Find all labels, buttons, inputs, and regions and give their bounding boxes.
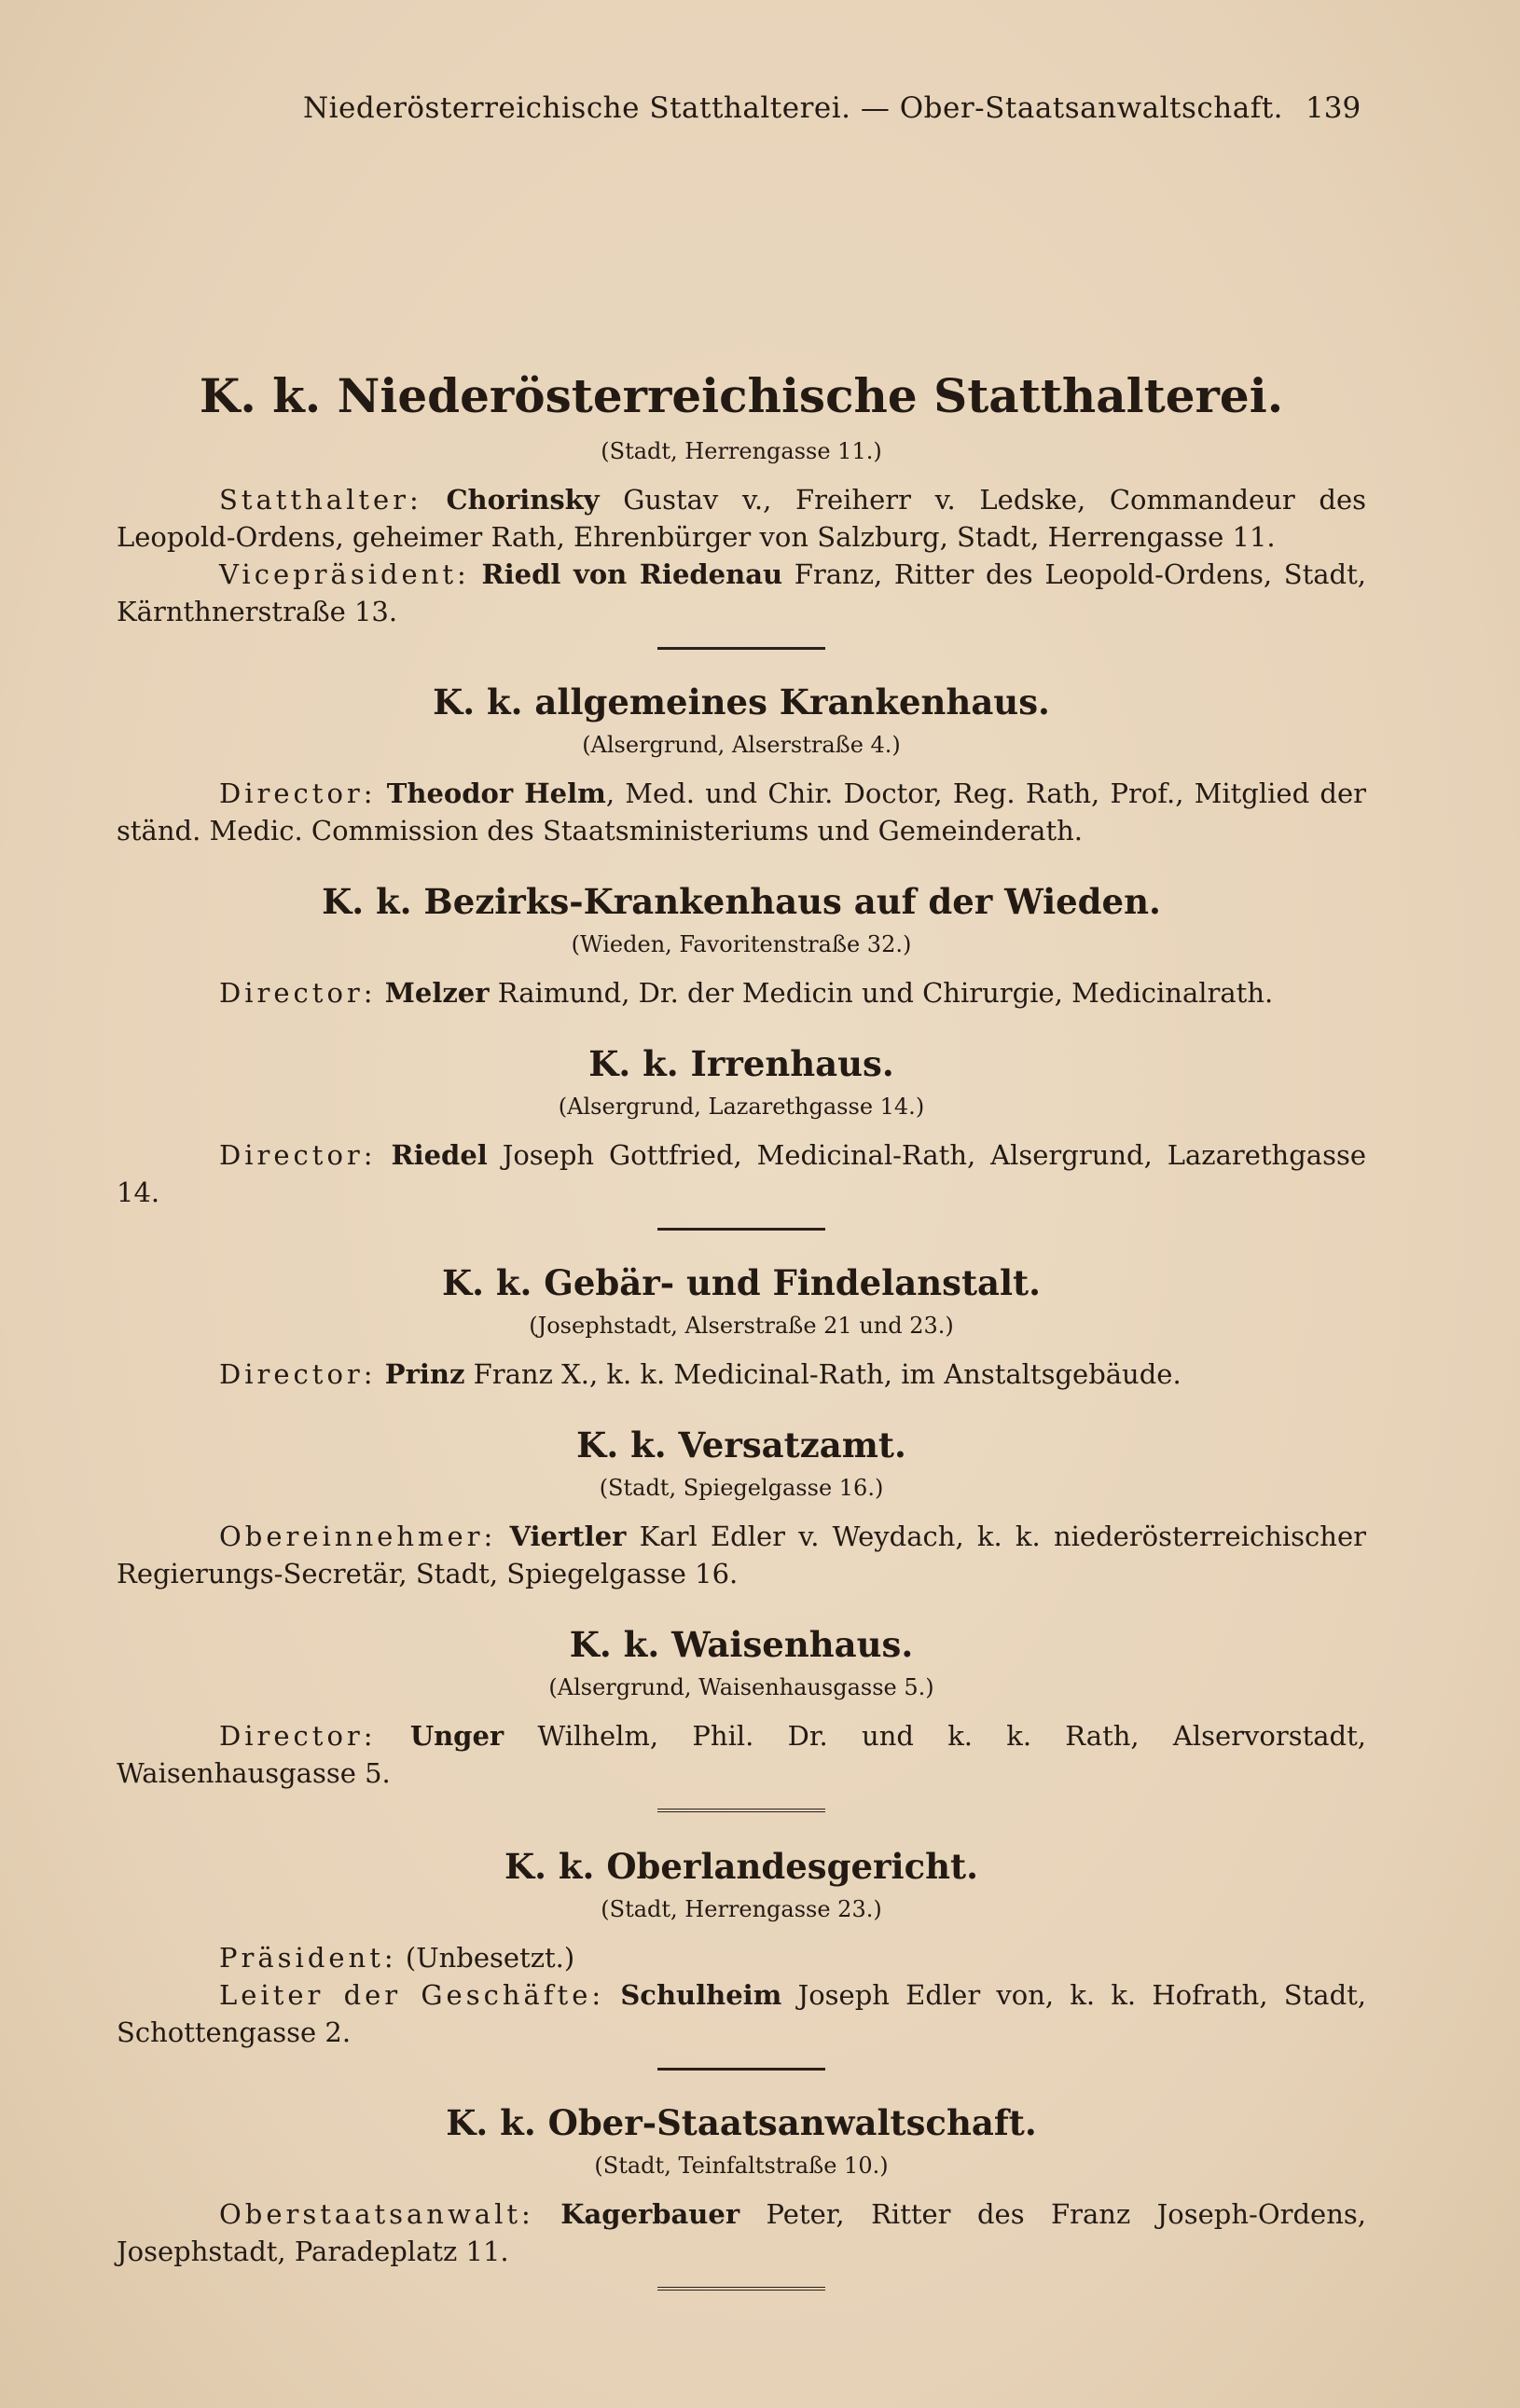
spacer [117, 1592, 1366, 1624]
entry-role: Oberstaatsanwalt: [219, 2198, 534, 2230]
entry-name: Schulheim [620, 1979, 782, 2011]
section-address: (Alsergrund, Alserstraße 4.) [582, 732, 901, 758]
section-statthalterei [117, 368, 1366, 650]
entry-name: Riedel [391, 1139, 488, 1171]
entry [117, 1717, 1366, 1792]
spacer [117, 1011, 1366, 1043]
entry [117, 1939, 1366, 1976]
section-divider [657, 1809, 825, 1814]
section-title: K. k. Bezirks-Krankenhaus auf der Wieden. [322, 881, 1161, 922]
entry-text: Franz X., k. k. Medicinal-Rath, im Anstaltsgebäude. [464, 1358, 1181, 1390]
section-versatzamt [117, 1424, 1366, 1624]
section-title: K. k. Waisenhaus. [569, 1624, 914, 1665]
entry-role: Director: [219, 1139, 377, 1171]
entry [117, 2195, 1366, 2270]
entry-role: Präsident: [219, 1942, 397, 1974]
entry-role: Vicepräsident: [219, 558, 470, 590]
section-title: K. k. Ober-Staatsanwaltschaft. [446, 2102, 1037, 2143]
entry-text: Joseph Edler von, k. k. Hofrath, Stadt, Schottengasse 2. [117, 1979, 1367, 2048]
entry [117, 481, 1366, 556]
entry-text: Karl Edler v. Weydach, k. k. niederösterreichischer Regierungs-Secretär, Stadt, Spiegelgasse 16. [117, 1520, 1367, 1589]
entry [117, 1136, 1366, 1211]
entry-text: Joseph Gottfried, Medicinal-Rath, Alsergrund, Lazarethgasse 14. [117, 1139, 1366, 1208]
section-address: (Alsergrund, Waisenhausgasse 5.) [548, 1674, 934, 1700]
section-address: (Josephstadt, Alserstraße 21 und 23.) [529, 1313, 954, 1339]
entry [117, 556, 1366, 630]
entry-name: Viertler [509, 1520, 627, 1552]
section-address: (Alsergrund, Lazarethgasse 14.) [558, 1094, 925, 1120]
section-title: K. k. Oberlandesgericht. [504, 1846, 978, 1887]
entry [117, 1355, 1366, 1393]
section-krankenhaus [117, 681, 1366, 881]
entry [117, 1976, 1366, 2051]
section-divider [657, 647, 825, 650]
entry-role: Statthalter: [219, 484, 422, 516]
entry-text: Franz, Ritter des Leopold-Ordens, Stadt, Kärnthnerstraße 13. [117, 558, 1366, 627]
entry-name: Unger [409, 1720, 504, 1752]
entry [117, 1518, 1366, 1592]
section-title: K. k. Versatzamt. [576, 1424, 906, 1465]
section-irrenhaus [117, 1043, 1366, 1231]
section-divider [657, 2287, 825, 2292]
section-ober-staatsanwaltschaft [117, 2102, 1366, 2292]
entry-text: Wilhelm, Phil. Dr. und k. k. Rath, Alservorstadt, Waisenhausgasse 5. [117, 1720, 1366, 1789]
section-title: K. k. Gebär- und Findelanstalt. [441, 1262, 1042, 1303]
section-divider [657, 1228, 825, 1231]
section-address: (Stadt, Herrengasse 23.) [601, 1896, 882, 1922]
entry-text: , Med. und Chir. Doctor, Reg. Rath, Prof., Mitglied der ständ. Medic. Commission des Staatsministeriums und Gemeinderath. [117, 777, 1366, 846]
section-address: (Stadt, Teinfaltstraße 10.) [594, 2153, 889, 2179]
spacer [117, 849, 1366, 881]
entry-role: Leiter der Geschäfte: [219, 1979, 605, 2011]
entry-name: Chorinsky [446, 484, 600, 516]
entry-role: Director: [219, 1720, 377, 1752]
entry-role: Director: [219, 1358, 377, 1390]
entry [117, 775, 1366, 849]
section-title: K. k. allgemeines Krankenhaus. [433, 681, 1050, 722]
entry-text: (Unbesetzt.) [396, 1942, 575, 1974]
page-body [117, 368, 1366, 2324]
entry-role: Obereinnehmer: [219, 1520, 497, 1552]
spacer [117, 1393, 1366, 1424]
entry-role: Director: [219, 777, 377, 809]
section-waisenhaus [117, 1624, 1366, 1814]
entry-name: Theodor Helm [386, 777, 606, 809]
entry-role: Director: [219, 977, 377, 1009]
entry [117, 974, 1366, 1011]
entry-name: Riedl von Riedenau [481, 558, 783, 590]
page-number: 139 [1306, 91, 1361, 125]
section-bezirks-krankenhaus [117, 881, 1366, 1043]
section-title: K. k. Niederösterreichische Statthalterei. [199, 368, 1284, 423]
section-title: K. k. Irrenhaus. [588, 1043, 894, 1084]
entry-name: Melzer [384, 977, 490, 1009]
section-address: (Wieden, Favoritenstraße 32.) [571, 931, 912, 957]
running-head: Niederösterreichische Statthalterei. — Ober-Staatsanwaltschaft. [303, 91, 1284, 125]
section-divider [657, 2068, 825, 2071]
entry-text: Gustav v., Freiherr v. Ledske, Commandeur des Leopold-Ordens, geheimer Rath, Ehrenbürger von Salzburg, Stadt, Herrengasse 11. [117, 484, 1366, 553]
entry-text: Peter, Ritter des Franz Joseph-Ordens, Josephstadt, Paradeplatz 11. [117, 2198, 1366, 2267]
section-address: (Stadt, Spiegelgasse 16.) [599, 1475, 884, 1501]
entry-text: Raimund, Dr. der Medicin und Chirurgie, Medicinalrath. [489, 977, 1274, 1009]
entry-name: Kagerbauer [560, 2198, 740, 2230]
section-findelanstalt [117, 1262, 1366, 1424]
entry-name: Prinz [384, 1358, 465, 1390]
section-address: (Stadt, Herrengasse 11.) [601, 438, 882, 464]
section-oberlandesgericht [117, 1846, 1366, 2071]
